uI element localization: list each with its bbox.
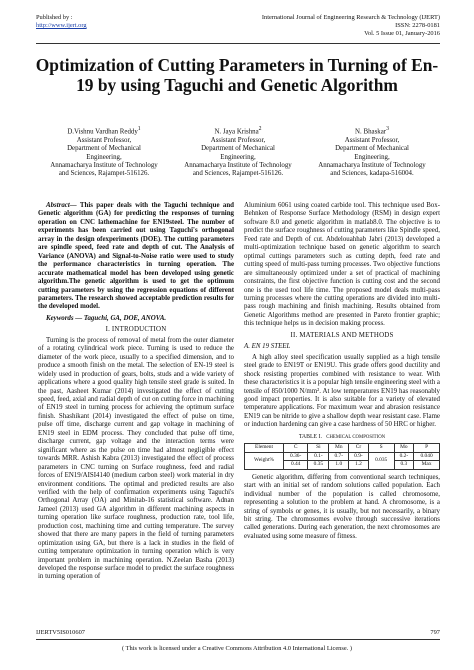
keywords: Keywords — Taguchi, GA, DOE, ANOVA. <box>46 314 167 322</box>
section-heading-introduction: I. INTRODUCTION <box>105 326 167 334</box>
header-right <box>262 14 440 38</box>
intro-paragraph: Turning is the process of removal of metal from the outer diameter of a rotating cylindrical work piece. Turning is used to reduce the diameter of the work piece, usually to a specified dimension, and to produce a smooth finish on the metal. The selection of EN-19 steel is widely used in production of gears, bolts, studs and a wide variety of applications where a good quality high tensile steel grade is suited. In the past, Aasheet Kumar (2014) investigated the effect of cutting speed, feed, axial and radial depth of cut on cutting force in machining of EN19 steel in turning process for achieving the optimum surface finish. Shashikant (2014) investigated the effect of pulse on time, pulse off time, discharge current and gap voltage in machining of EN19 steel in EDM process. They concluded that pulse off time, discharge current, gap voltage and the interaction terms were significant where as the pulse on time had almost negligible effect towards MRR. Ashish Kabra (2013) investigated the effect of process parameters in CNC turning on Surface roughness, feed and radial forces of EN19/AISI4140 (medium carbon steel) work material in dry environment conditions. The optimal and predicted results are also verified with the help of confirmation experiments using Taguchi's Orthogonal Array (OA) and Minitab-16 statistical software. Adnan Jameel (2013) used GA algorithm in different machining aspects in turning operation like surface roughness, production rate, tool life, production cost, machining time and cutting temperature. The survey showed that there are many papers in the field of turning parameters optimization using GA, but there is a lack in studies in the field of cutting temperature optimization in turning operation which is very important problem in machining operation. N.Zeelan Basha (2013) developed the response surface model to predict the surface roughness in turning operation of <box>38 336 234 581</box>
section-heading-materials: II. MATERIALS AND METHODS <box>290 331 394 339</box>
paper-id: IJERTV5IS010607 <box>36 629 85 636</box>
author-2: N. Jaya Krishna$^2$ Assistant Professor, Department of Mechanical Engineering, Annamacharya Institute of Technology and Sciences, Rajampet-516126. <box>184 126 292 178</box>
table-row: Weight% 0.36- 0.1- 0.7- 0.9- 0.035 0.2- 0.040 <box>245 452 440 461</box>
published-by: Published by : <box>36 14 73 21</box>
chemical-composition-table <box>244 443 440 470</box>
en19-paragraph: A high alloy steel specification usually supplied as a high tensile steel grade to EN19T or EN19U. This grade offers good ductility and shock resisting properties combined with resistance to wear. With these characteristics it is a popular high tensile engineering steel with a tensile of 850/1000 N/mm². At low temperatures EN19 has reasonably good impact properties. It is also suitable for a variety of elevated temperature applications. For maximum wear and abrasion resistance EN19 can be nitride to give a shallow depth wear resistant case. Flame or induction hardening can give a case hardness of 50 HRC or higher. <box>244 353 440 429</box>
related-work-paragraph: Aluminium 6061 using coated carbide tool. This technique used Box-Behnken of Response Surface Methodology (RSM) in design expert software 8.0 and genetic algorithm in matlab8.0. The objective is to predict the surface roughness of cutting parameters like Spindle speed, Feed rate and Depth of cut. Abdelouahhab Jabri (2013) developed a multi-optimization technique based on genetic algorithm to search optimal cuttings parameters such as cutting depth, feed rate and cutting speed of multi-pass turning processes. Two objective functions are simultaneously optimized under a set of practical of machining constraints, the first objective function is cutting cost and the second one is the used tool life time. The proposed model deals multi-pass turning processes where the cutting operations are divided into multi-pass rough machining and finish machining. Results obtained from Genetic Algorithms method are presented in Pareto frontier graphic; this technique helps us in decision making process. <box>244 202 440 328</box>
issn: ISSN: 2278-0181 <box>395 22 440 29</box>
header-divider <box>36 43 440 44</box>
author-block <box>40 125 436 179</box>
table-caption: TABLE I. CHEMICAL COMPOSITION <box>298 433 386 440</box>
author-name: N. Jaya Krishna <box>214 128 259 136</box>
left-column <box>38 202 234 582</box>
table-header-row: Element C Si Mn Cr S Mo P <box>245 444 440 453</box>
volume-issue: Vol. 5 Issue 01, January-2016 <box>364 30 440 37</box>
journal-name: International Journal of Engineering Research & Technology (IJERT) <box>261 14 440 21</box>
genetic-algorithm-paragraph: Genetic algorithm, differing from conventional search techniques, start with an initial set of random solutions called population. Each individual number of the population is called chromosome, representing a solution to the problem at hand. A chromosome, is a string of symbols or genes, it is usually, but not necessarily, a binary bit string. The chromosomes evolve through successive iterations called generations. During each generation, the next chromosomes are evaluated using some measure of fitness. <box>244 473 440 540</box>
table-row: 0.44 0.35 1.0 1.2 0.3 Max <box>245 461 440 470</box>
license-note: ( This work is licensed under a Creative Commons Attribution 4.0 International License. ) <box>121 645 353 652</box>
subsection-heading-en19: A. EN 19 STEEL <box>244 343 291 351</box>
author-name: D.Vishnu Vardhan Reddy <box>67 128 138 136</box>
abstract: Abstract— This paper deals with the Taguchi technique and Genetic algorithm (GA) for predicting the responses of turning operation on CNC lathemachine for EN19steel. The number of experiments has been carried out using Taguchi's orthogonal array in the design ofexperiments (DOE). The cutting parameters are spindle speed, feed rate and depth of cut. The Analysis of Variance (ANOVA) and Signal-to-Noise ratio were used to study the performance characteristics in turning operation. The accurate mathematical model has been developed using genetic algorithm.The genetic algorithm is used to get the optimum cutting parameters by using the regression equations of different parameters. The research showed acceptable prediction results for the developed model. <box>38 202 234 311</box>
paper-title: Optimization of Cutting Parameters in Turning of En-19 by using Taguchi and Genetic Algorithm <box>35 55 439 95</box>
abstract-label: Abstract— <box>46 202 77 209</box>
author-1: D.Vishnu Vardhan Reddy$^1$ Assistant Professor, Department of Mechanical Engineering, Annamacharya Institute of Technology and Sciences, Rajampet-516126. <box>50 126 158 178</box>
page-number: 797 <box>430 629 440 636</box>
right-column <box>244 202 440 541</box>
footer-divider <box>36 639 440 640</box>
header-left <box>36 14 87 30</box>
journal-url-link[interactable]: http://www.ijert.org <box>36 22 87 29</box>
author-name: N. Bhaskar <box>355 128 387 136</box>
author-3: N. Bhaskar$^3$ Assistant Professor, Department of Mechanical Engineering, Annamacharya Institute of Technology and Sciences, kadapa-516004. <box>318 126 426 178</box>
